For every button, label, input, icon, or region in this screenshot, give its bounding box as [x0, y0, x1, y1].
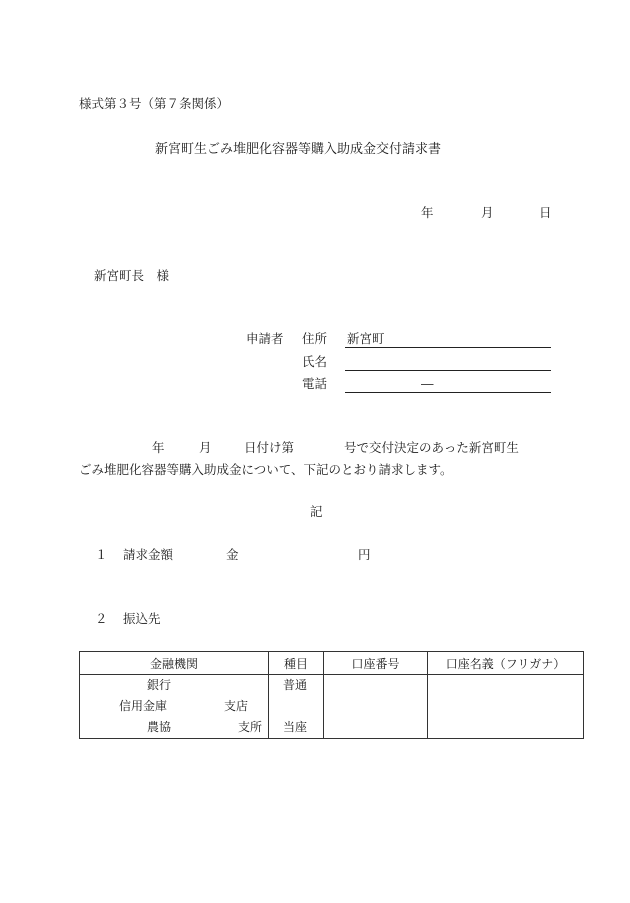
institution-shinkin: 信用金庫 [119, 699, 168, 713]
header-type: 種目 [269, 652, 324, 675]
branch-shisho: 支所 [238, 720, 263, 734]
body-line2: ごみ堆肥化容器等購入助成金について、下記のとおり請求します。 [79, 462, 453, 477]
item1-kin: 金 [226, 547, 239, 562]
date-day: 日 [539, 205, 552, 220]
address-value: 新宮町 [347, 331, 385, 346]
type-cell [269, 675, 324, 739]
header-account-number: 口座番号 [324, 652, 428, 675]
account-name-cell [428, 675, 584, 739]
item1-yen: 円 [358, 547, 371, 562]
header-account-name: 口座名義（フリガナ） [428, 652, 584, 675]
type-futsu: 普通 [283, 678, 308, 692]
phone-dash: ― [421, 376, 434, 391]
header-institution: 金融機関 [80, 652, 269, 675]
address-label: 住所 [302, 331, 328, 346]
item1-number: １ [95, 547, 108, 562]
institution-bank: 銀行 [147, 678, 172, 692]
applicant-label: 申請者 [246, 331, 284, 346]
name-label: 氏名 [302, 354, 328, 369]
institution-cell [80, 675, 269, 739]
table-row [80, 675, 584, 739]
body-rest: 号で交付決定のあった新宮町生 [344, 440, 519, 455]
body-year: 年 [152, 440, 165, 455]
phone-label: 電話 [302, 376, 328, 391]
phone-underline [345, 392, 551, 393]
account-number-cell [324, 675, 428, 739]
document-title: 新宮町生ごみ堆肥化容器等購入助成金交付請求書 [155, 142, 442, 157]
item2-number: ２ [95, 611, 108, 626]
address-underline [345, 347, 551, 348]
bank-transfer-table [79, 651, 584, 739]
ki-heading: 記 [310, 504, 323, 519]
institution-nokyo: 農協 [147, 720, 172, 734]
type-toza: 当座 [283, 720, 308, 734]
item2-label: 振込先 [123, 611, 161, 626]
name-underline [345, 370, 551, 371]
body-month: 月 [199, 440, 212, 455]
form-number: 様式第３号（第７条関係） [79, 96, 230, 111]
body-day-ref: 日付け第 [244, 440, 295, 455]
table-header-row [80, 652, 584, 675]
item1-label: 請求金額 [123, 547, 174, 562]
addressee: 新宮町長 様 [94, 268, 170, 283]
date-year: 年 [421, 205, 434, 220]
branch-shiten: 支店 [224, 699, 249, 713]
date-month: 月 [481, 205, 494, 220]
